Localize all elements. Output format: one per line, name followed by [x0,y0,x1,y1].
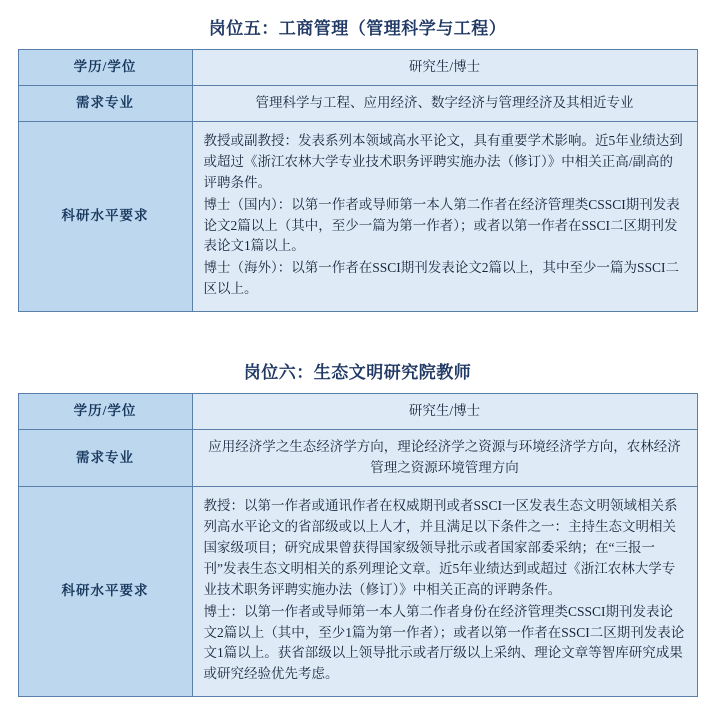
row-value-education: 研究生/博士 [192,50,697,86]
table-row [18,430,697,487]
job-section-5 [0,8,715,312]
requirement-paragraph: 博士（国内）：以第一作者或导师第一本人第二作者在经济管理类CSSCI期刊发表论文2篇以上（其中，至少一篇为第一作者）；或者以第一作者在SSCI二区期刊发表论文1篇以上。 [203,196,680,254]
row-value-research [192,486,697,696]
section-title-5: 岗位五：工商管理（管理科学与工程） [208,19,507,38]
requirement-paragraph: 教授：以第一作者或通讯作者在权威期刊或者SSCI一区发表生态文明领域相关系列高水平论文的省部级或以上人才，并且满足以下条件之一：主持生态文明相关国家级项目；研究成果曾获得国家级领导批示或者国家部委采纳；在“三报一刊”发表生态文明相关的系列理论文章。近5年业绩达到或超过《浙江农林大学专业技术职务评聘实施办法（修订）》中相关正高的评聘条件。 [203,497,678,597]
row-label-major: 需求专业 [18,85,192,121]
job-table-5 [18,49,698,312]
table-row [18,394,697,430]
table-row [18,50,697,86]
job-table-6 [18,393,698,697]
row-label-major: 需求专业 [18,430,192,487]
row-label-research: 科研水平要求 [18,486,192,696]
row-label-education: 学历/学位 [18,50,192,86]
requirement-paragraph: 教授或副教授：发表系列本领域高水平论文，具有重要学术影响。近5年业绩达到或超过《浙江农林大学专业技术职务评聘实施办法（修订）》中相关正高/副高的评聘条件。 [203,132,683,190]
row-label-research: 科研水平要求 [18,121,192,311]
row-value-research [192,121,697,311]
requirement-paragraph: 博士（海外）：以第一作者在SSCI期刊发表论文2篇以上，其中至少一篇为SSCI二区以上。 [203,260,680,297]
job-section-6 [0,352,715,697]
row-value-education: 研究生/博士 [192,394,697,430]
table-row [18,121,697,311]
section-spacer [0,322,715,352]
table-row [18,85,697,121]
section-title-6: 岗位六：生态文明研究院教师 [243,363,472,383]
row-value-major: 应用经济学之生态经济学方向，理论经济学之资源与环境经济学方向，农林经济管理之资源环境管理方向 [192,430,697,487]
requirement-paragraph: 博士：以第一作者或导师第一本人第二作者身份在经济管理类CSSCI期刊发表论文2篇以上（其中，至少1篇为第一作者）；或者以第一作者在SSCI二区期刊发表论文1篇以上。获省部级以上领导批示或者厅级以上采纳、理论文章等智库研究成果或研究经验优先考虑。 [203,603,685,682]
table-row [18,486,697,696]
row-label-education: 学历/学位 [18,394,192,430]
row-value-major: 管理科学与工程、应用经济、数字经济与管理经济及其相近专业 [192,85,697,121]
